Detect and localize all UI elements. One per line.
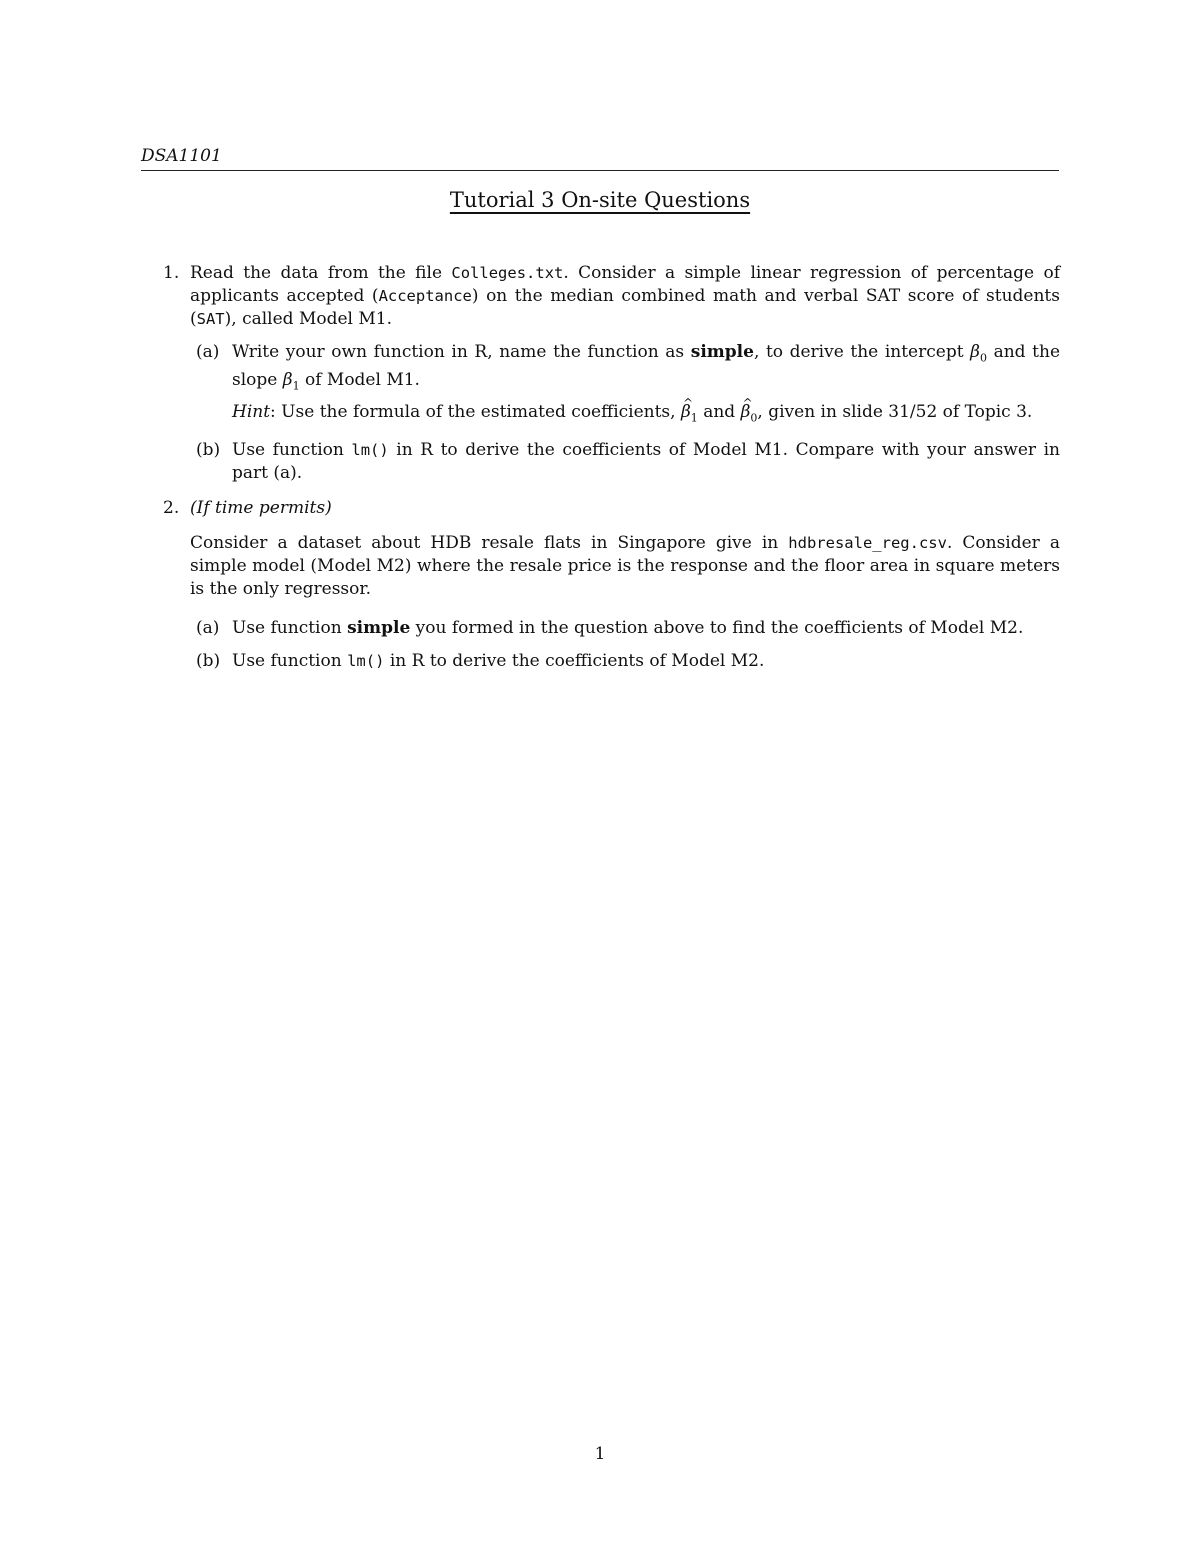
text-span: ), called Model M1. (224, 309, 393, 329)
text-span: Write your own function in R, name the function as (232, 342, 691, 362)
question-1 (141, 262, 1060, 331)
text-span: in R to derive the coefficients of Model M2. (384, 651, 765, 672)
subquestion-label: (a) (196, 342, 220, 362)
question-2b (141, 650, 1060, 673)
question-1-text (190, 262, 1060, 331)
page-header (141, 146, 1059, 171)
function-name: lm() (351, 441, 389, 460)
math-symbol: β (970, 342, 980, 362)
page-title: Tutorial 3 On-site Questions (449, 188, 751, 212)
text-span: you formed in the question above to find the coefficients of Model M2. (410, 618, 1024, 639)
text-span: Use function (232, 440, 352, 461)
text-span: Read the data from the file (190, 263, 452, 283)
course-code: DSA1101 (141, 146, 222, 166)
text-span: Use function (232, 618, 348, 639)
text-span: Consider a dataset about HDB resale flats in Singapore give in (190, 533, 789, 554)
text-span: Use function (232, 651, 348, 672)
text-span: , to derive the intercept (753, 342, 971, 362)
math-subscript: 0 (750, 411, 758, 425)
question-2 (141, 497, 1060, 601)
text-span: . Consider a simple linear regression of percentage of applicants accepted ( (190, 263, 1061, 306)
question-2-note (190, 497, 1060, 520)
text-span: , given in slide 31/52 of Topic 3. (757, 401, 1033, 422)
subquestion-label: (b) (196, 440, 221, 461)
text-span: (If time permits) (190, 498, 332, 519)
question-1b-text (232, 439, 1060, 485)
math-subscript: 1 (690, 411, 698, 425)
text-span: of Model M1. (299, 370, 420, 391)
function-name: simple (690, 342, 754, 362)
text-span: : Use the formula of the estimated coefficients, (270, 401, 681, 422)
page-number: 1 (594, 1444, 606, 1464)
variable-name: Acceptance (378, 287, 472, 305)
variable-name: SAT (196, 310, 225, 328)
text-span: in R to derive the coefficients of Model M1. Compare with your answer in part (a). (232, 440, 1060, 484)
hint-text (232, 401, 1060, 429)
text-span: . Consider a simple model (Model M2) where the resale price is the response and the floor area in square meters is the only regressor. (190, 533, 1060, 600)
question-1b (141, 439, 1060, 485)
question-2a (141, 617, 1060, 640)
question-number: 1. (163, 263, 180, 283)
text-span: and the slope (232, 342, 1061, 391)
math-symbol: ^ β (741, 401, 751, 424)
question-1a (141, 341, 1060, 429)
question-2-text (190, 532, 1060, 601)
file-name: Colleges.txt (451, 264, 564, 282)
function-name: lm() (347, 652, 385, 671)
text-span: ) on the median combined math and verbal SAT score of students ( (190, 286, 1060, 329)
question-number: 2. (163, 498, 180, 519)
question-2a-text (232, 617, 1060, 640)
math-symbol: ^ β (681, 401, 691, 424)
question-1a-text (232, 341, 1060, 398)
file-name: hdbresale_reg.csv (788, 534, 947, 553)
subquestion-label: (a) (196, 618, 220, 639)
subquestion-label: (b) (196, 651, 221, 672)
page-title-block (0, 188, 1200, 212)
text-span: and (697, 401, 741, 422)
math-subscript: 0 (979, 351, 987, 365)
function-name: simple (347, 618, 411, 639)
hint-label: Hint (232, 401, 271, 422)
math-symbol: β (282, 370, 293, 391)
question-2b-text (232, 650, 1060, 673)
question-list (141, 262, 1060, 673)
math-subscript: 1 (292, 379, 300, 393)
